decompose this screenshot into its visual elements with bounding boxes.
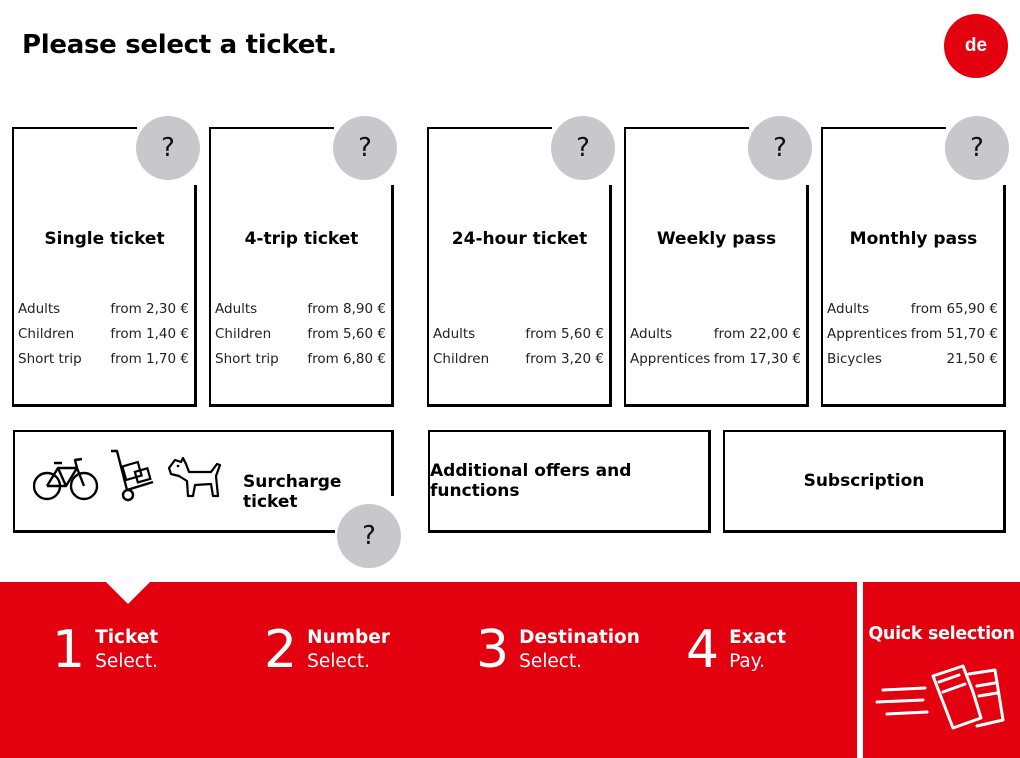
step-subtitle: Select. <box>95 651 159 672</box>
price-row <box>630 322 801 347</box>
ticket-title: Single ticket <box>44 229 165 249</box>
ticket-card-weekly-pass[interactable] <box>624 127 809 407</box>
quick-selection-label: Quick selection <box>868 624 1015 644</box>
step-4 <box>686 620 786 680</box>
price-value: from 1,40 € <box>110 326 189 342</box>
card-border <box>194 185 197 407</box>
card-border <box>391 185 394 407</box>
price-list <box>630 322 801 372</box>
help-icon[interactable]: ? <box>551 116 615 180</box>
price-label: Bicycles <box>827 351 882 367</box>
card-border <box>209 404 394 407</box>
card-border <box>821 127 823 407</box>
current-step-indicator <box>106 582 150 604</box>
card-border <box>12 127 137 129</box>
card-border <box>427 127 429 407</box>
price-row <box>433 322 604 347</box>
price-row <box>18 297 189 322</box>
price-label: Children <box>18 326 75 342</box>
surcharge-ticket-label: Surcharge ticket <box>243 472 342 512</box>
price-row <box>827 322 998 347</box>
price-value: from 65,90 € <box>910 301 998 317</box>
price-value: from 17,30 € <box>713 351 801 367</box>
card-border <box>624 404 809 407</box>
bicycle-icon <box>33 456 99 502</box>
price-value: from 5,60 € <box>525 326 604 342</box>
step-subtitle: Pay. <box>729 651 765 672</box>
quick-selection-button[interactable] <box>863 582 1020 758</box>
card-border <box>821 404 1006 407</box>
additional-offers-card[interactable] <box>428 430 711 533</box>
card-border <box>624 127 749 129</box>
card-border <box>427 127 552 129</box>
price-row <box>18 322 189 347</box>
language-button[interactable]: de <box>944 14 1008 78</box>
ticket-card-single-ticket[interactable] <box>12 127 197 407</box>
price-list <box>827 297 998 372</box>
step-3 <box>476 620 640 680</box>
help-icon[interactable]: ? <box>337 504 401 568</box>
price-row <box>18 347 189 372</box>
card-border <box>13 430 15 533</box>
help-icon[interactable]: ? <box>945 116 1009 180</box>
price-list <box>433 322 604 372</box>
ticket-title: Weekly pass <box>656 229 777 249</box>
price-row <box>827 297 998 322</box>
hand-truck-icon <box>107 448 157 502</box>
step-number: 2 <box>264 620 298 680</box>
card-border <box>13 430 394 432</box>
price-label: Apprentices <box>630 351 711 367</box>
price-value: from 5,60 € <box>307 326 386 342</box>
step-1 <box>52 620 159 680</box>
price-row <box>215 322 386 347</box>
price-value: from 2,30 € <box>110 301 189 317</box>
price-label: Adults <box>18 301 61 317</box>
price-value: from 3,20 € <box>525 351 604 367</box>
price-label: Children <box>433 351 490 367</box>
step-subtitle: Select. <box>519 651 583 672</box>
help-icon[interactable]: ? <box>136 116 200 180</box>
step-title: Exact <box>729 627 786 648</box>
card-border <box>12 404 197 407</box>
price-row <box>630 347 801 372</box>
card-border <box>12 127 14 407</box>
price-row <box>827 347 998 372</box>
step-subtitle: Select. <box>307 651 371 672</box>
card-border <box>1003 185 1006 407</box>
dog-icon <box>165 454 227 502</box>
page-title: Please select a ticket. <box>22 30 337 60</box>
price-label: Short trip <box>18 351 82 367</box>
ticket-card-4-trip-ticket[interactable] <box>209 127 394 407</box>
card-border <box>209 127 211 407</box>
price-label: Short trip <box>215 351 279 367</box>
price-value: from 8,90 € <box>307 301 386 317</box>
step-2 <box>264 620 390 680</box>
price-label: Adults <box>215 301 258 317</box>
ticket-title: Monthly pass <box>849 229 978 249</box>
subscription-label: Subscription <box>803 471 925 491</box>
price-row <box>433 347 604 372</box>
ticket-card-24-hour-ticket[interactable] <box>427 127 612 407</box>
ticket-title: 24-hour ticket <box>451 229 588 249</box>
ticket-title: 4-trip ticket <box>244 229 359 249</box>
card-border <box>624 127 626 407</box>
price-list <box>215 297 386 372</box>
card-border <box>609 185 612 407</box>
card-border <box>806 185 809 407</box>
price-label: Apprentices <box>827 326 908 342</box>
step-number: 4 <box>686 620 720 680</box>
price-value: from 51,70 € <box>910 326 998 342</box>
price-row <box>215 347 386 372</box>
step-number: 1 <box>52 620 86 680</box>
help-icon[interactable]: ? <box>333 116 397 180</box>
fast-tickets-icon <box>873 662 1013 742</box>
surcharge-ticket-card[interactable] <box>13 430 394 551</box>
step-number: 3 <box>476 620 510 680</box>
price-label: Adults <box>630 326 673 342</box>
step-title: Ticket <box>95 627 159 648</box>
card-border <box>821 127 946 129</box>
step-title: Number <box>307 627 390 648</box>
price-label: Adults <box>827 301 870 317</box>
step-title: Destination <box>519 627 640 648</box>
additional-offers-label: Additional offers and functions <box>430 461 632 501</box>
ticket-card-monthly-pass[interactable] <box>821 127 1006 407</box>
price-row <box>215 297 386 322</box>
price-list <box>18 297 189 372</box>
subscription-card[interactable] <box>723 430 1006 533</box>
card-border <box>209 127 334 129</box>
price-value: 21,50 € <box>946 351 998 367</box>
help-icon[interactable]: ? <box>748 116 812 180</box>
card-border <box>427 404 612 407</box>
card-border <box>13 530 335 533</box>
price-value: from 22,00 € <box>713 326 801 342</box>
price-value: from 6,80 € <box>307 351 386 367</box>
price-value: from 1,70 € <box>110 351 189 367</box>
price-label: Children <box>215 326 272 342</box>
price-label: Adults <box>433 326 476 342</box>
